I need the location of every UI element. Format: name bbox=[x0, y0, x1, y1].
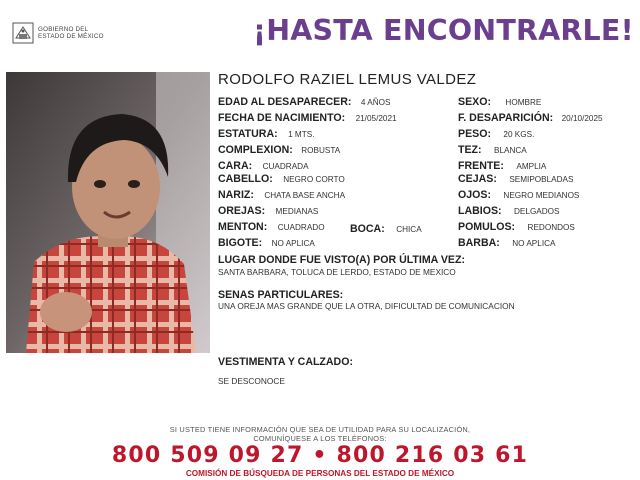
field-barba bbox=[458, 236, 555, 250]
person-name: RODOLFO RAZIEL LEMUS VALDEZ bbox=[218, 71, 477, 88]
field-frente bbox=[458, 159, 546, 173]
field-label: CARA: bbox=[218, 160, 253, 172]
field-complexion bbox=[218, 143, 340, 157]
footer-note-line-2: COMUNÍQUESE A LOS TELÉFONOS: bbox=[253, 434, 387, 443]
footer-note-line-1: SI USTED TIENE INFORMACIÓN QUE SEA DE UTILIDAD PARA SU LOCALIZACIÓN, bbox=[169, 425, 471, 434]
contact-phones: 800 509 09 27 • 800 216 03 61 bbox=[111, 443, 529, 468]
field-value: BLANCA bbox=[494, 146, 527, 155]
field-value: SEMIPOBLADAS bbox=[509, 175, 574, 184]
headline: ¡HASTA ENCONTRARLE! bbox=[253, 14, 634, 47]
distinguishing-marks-title: SENAS PARTICULARES: bbox=[218, 289, 344, 301]
field-cabello bbox=[218, 172, 345, 186]
field-value: CUADRADO bbox=[277, 223, 325, 232]
field-value: NEGRO MEDIANOS bbox=[503, 191, 580, 200]
field-value: NO APLICA bbox=[271, 239, 315, 248]
logo-line-1: GOBIERNO DEL bbox=[38, 26, 89, 33]
field-cejas bbox=[458, 172, 573, 186]
field-value: CHICA bbox=[396, 225, 422, 234]
field-value: 21/05/2021 bbox=[355, 114, 397, 123]
field-label: TEZ: bbox=[458, 144, 482, 156]
clothing-title: VESTIMENTA Y CALZADO: bbox=[218, 356, 353, 368]
field-ojos bbox=[458, 188, 579, 202]
field-value: 1 MTS. bbox=[288, 130, 315, 139]
field-pomulos bbox=[458, 220, 575, 234]
field-fecha-desaparicion bbox=[458, 111, 603, 125]
field-label: CEJAS: bbox=[458, 173, 497, 185]
field-sexo bbox=[458, 95, 541, 109]
field-label: MENTON: bbox=[218, 221, 268, 233]
field-value: CHATA BASE ANCHA bbox=[264, 191, 346, 200]
field-value: 4 AÑOS bbox=[360, 98, 391, 107]
logo-line-2: ESTADO DE MÉXICO bbox=[38, 33, 104, 40]
field-edad bbox=[218, 95, 390, 109]
field-label: POMULOS: bbox=[458, 221, 516, 233]
field-label: EDAD AL DESAPARECER: bbox=[218, 96, 352, 108]
field-value: CUADRADA bbox=[262, 162, 309, 171]
field-bigote bbox=[218, 236, 315, 250]
last-seen-value: SANTA BARBARA, TOLUCA DE LERDO, ESTADO DE MEXICO bbox=[218, 267, 456, 277]
field-label: FRENTE: bbox=[458, 160, 504, 172]
field-estatura bbox=[218, 127, 314, 141]
field-label: CABELLO: bbox=[218, 173, 273, 185]
field-fecha-nacimiento bbox=[218, 111, 397, 125]
government-logo bbox=[12, 22, 104, 44]
field-value: NEGRO CORTO bbox=[283, 175, 345, 184]
field-label: BOCA: bbox=[350, 223, 385, 235]
last-seen-title: LUGAR DONDE FUE VISTO(A) POR ÚLTIMA VEZ: bbox=[218, 254, 465, 266]
field-value: ROBUSTA bbox=[301, 146, 341, 155]
field-label: BARBA: bbox=[458, 237, 500, 249]
field-value: NO APLICA bbox=[512, 239, 556, 248]
field-label: PESO: bbox=[458, 128, 491, 140]
field-cara bbox=[218, 159, 309, 173]
clothing-value: SE DESCONOCE bbox=[218, 376, 285, 386]
field-label: F. DESAPARICIÓN: bbox=[458, 112, 554, 124]
field-value: MEDIANAS bbox=[275, 207, 319, 216]
missing-person-photo bbox=[6, 72, 210, 353]
field-value: AMPLIA bbox=[516, 162, 547, 171]
field-value: 20/10/2025 bbox=[561, 114, 603, 123]
field-peso bbox=[458, 127, 534, 141]
distinguishing-marks-value: UNA OREJA MAS GRANDE QUE LA OTRA, DIFICULTAD DE COMUNICACION bbox=[218, 301, 515, 311]
field-value: 20 KGS. bbox=[503, 130, 535, 139]
field-menton bbox=[218, 220, 325, 234]
field-label: ESTATURA: bbox=[218, 128, 278, 140]
field-label: NARIZ: bbox=[218, 189, 254, 201]
field-value: REDONDOS bbox=[527, 223, 575, 232]
field-labios bbox=[458, 204, 560, 218]
field-nariz bbox=[218, 188, 345, 202]
commission-name: COMISIÓN DE BÚSQUEDA DE PERSONAS DEL ESTADO DE MÉXICO bbox=[185, 469, 455, 478]
field-label: BIGOTE: bbox=[218, 237, 263, 249]
field-label: OJOS: bbox=[458, 189, 491, 201]
field-value: HOMBRE bbox=[505, 98, 542, 107]
field-label: SEXO: bbox=[458, 96, 491, 108]
state-seal-icon bbox=[12, 22, 34, 44]
field-value: DELGADOS bbox=[514, 207, 560, 216]
field-boca bbox=[350, 222, 422, 236]
field-label: OREJAS: bbox=[218, 205, 266, 217]
field-tez bbox=[458, 143, 527, 157]
field-label: LABIOS: bbox=[458, 205, 502, 217]
field-label: FECHA DE NACIMIENTO: bbox=[218, 112, 346, 124]
field-orejas bbox=[218, 204, 318, 218]
field-label: COMPLEXION: bbox=[218, 144, 293, 156]
